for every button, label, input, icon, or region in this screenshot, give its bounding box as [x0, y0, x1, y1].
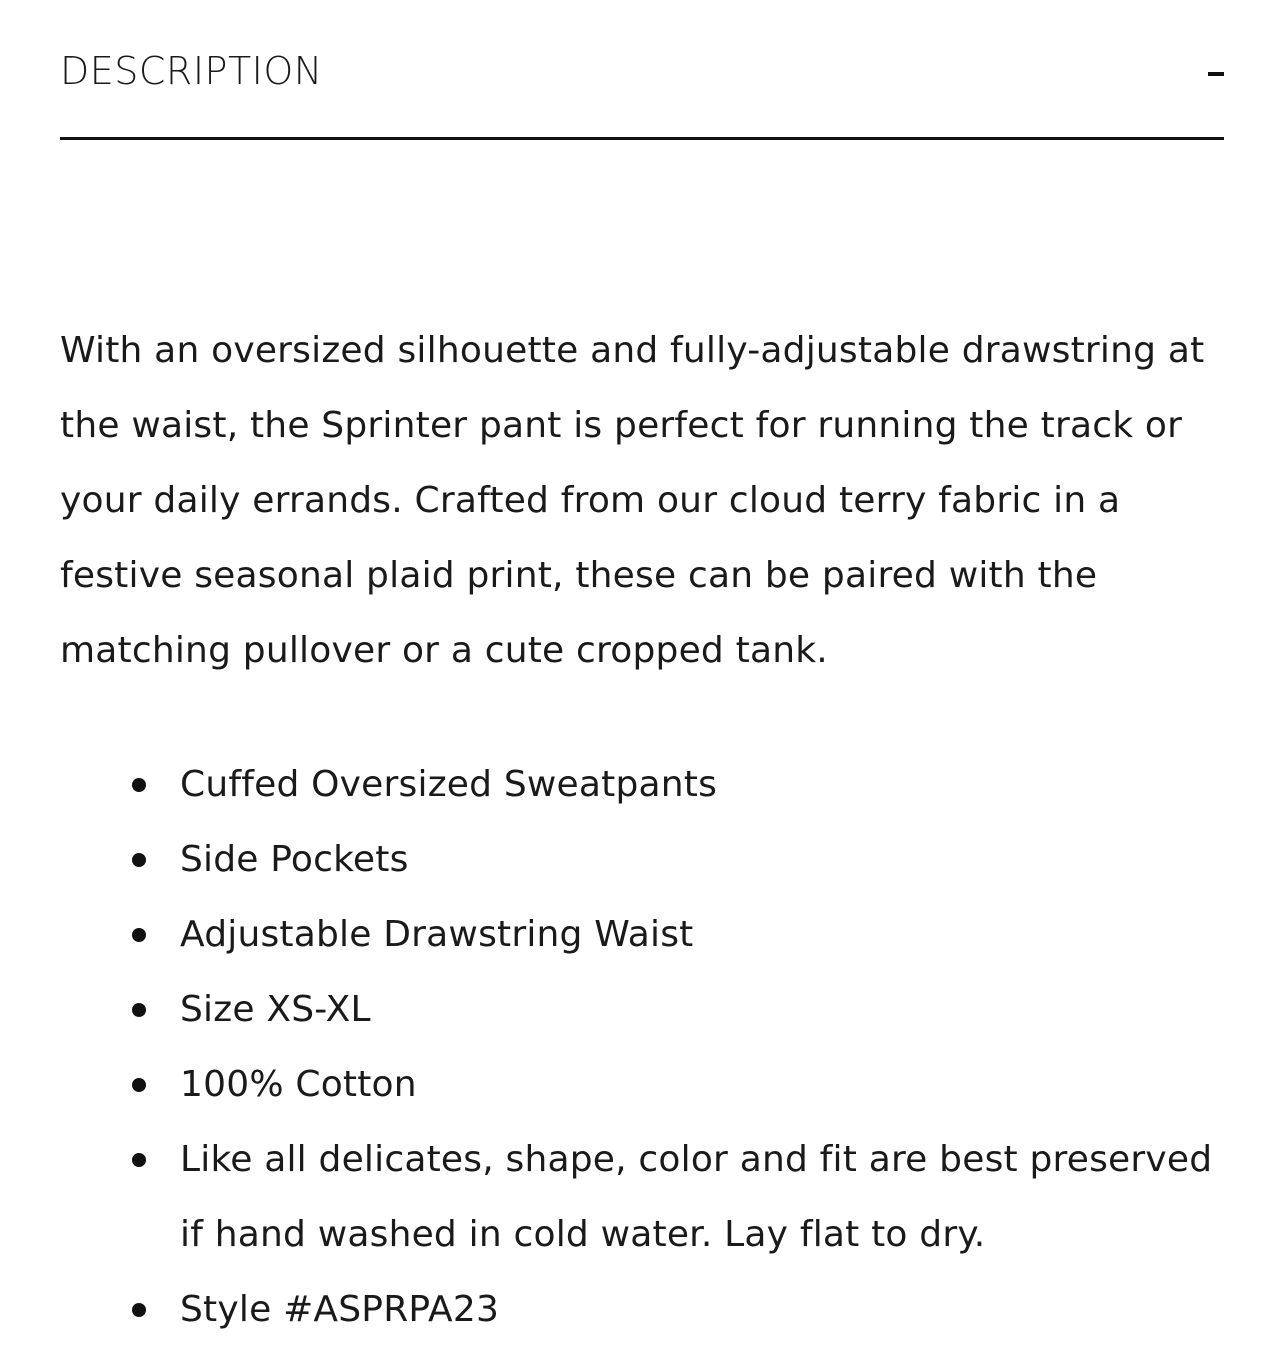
feature-item — [60, 1122, 1224, 1272]
bullet-icon — [132, 1303, 146, 1317]
bullet-icon — [132, 853, 146, 867]
feature-item — [60, 897, 1224, 972]
feature-item — [60, 1272, 1224, 1347]
feature-text: Style #ASPRPA23 — [180, 1289, 500, 1330]
feature-item — [60, 747, 1224, 822]
feature-text: 100% Cotton — [180, 1064, 417, 1105]
accordion-header[interactable] — [60, 0, 1224, 140]
feature-text: Size XS-XL — [180, 989, 371, 1030]
feature-text: Like all delicates, shape, color and fit are best preserved if hand washed in cold water. Lay flat to dry. — [180, 1139, 1213, 1255]
bullet-icon — [132, 1003, 146, 1017]
minus-icon — [1208, 72, 1224, 76]
feature-item — [60, 1047, 1224, 1122]
bullet-icon — [132, 778, 146, 792]
bullet-icon — [132, 1078, 146, 1092]
description-accordion — [60, 0, 1224, 1330]
feature-item — [60, 972, 1224, 1047]
bullet-icon — [132, 928, 146, 942]
feature-text: Cuffed Oversized Sweatpants — [180, 764, 718, 805]
feature-text: Adjustable Drawstring Waist — [180, 914, 694, 955]
section-title: DESCRIPTION — [60, 49, 323, 93]
feature-text: Side Pockets — [180, 839, 409, 880]
product-description: With an oversized silhouette and fully-adjustable drawstring at the waist, the Sprinter pant is perfect for running the track or your daily errands. Crafted from our cloud terry fabric in a festive seasonal plaid print, these can be paired with the matching pullover or a cute cropped tank. — [60, 330, 1205, 671]
bullet-icon — [132, 1153, 146, 1167]
feature-item — [60, 822, 1224, 897]
collapse-toggle[interactable] — [1196, 56, 1224, 92]
feature-list — [60, 747, 1224, 1347]
